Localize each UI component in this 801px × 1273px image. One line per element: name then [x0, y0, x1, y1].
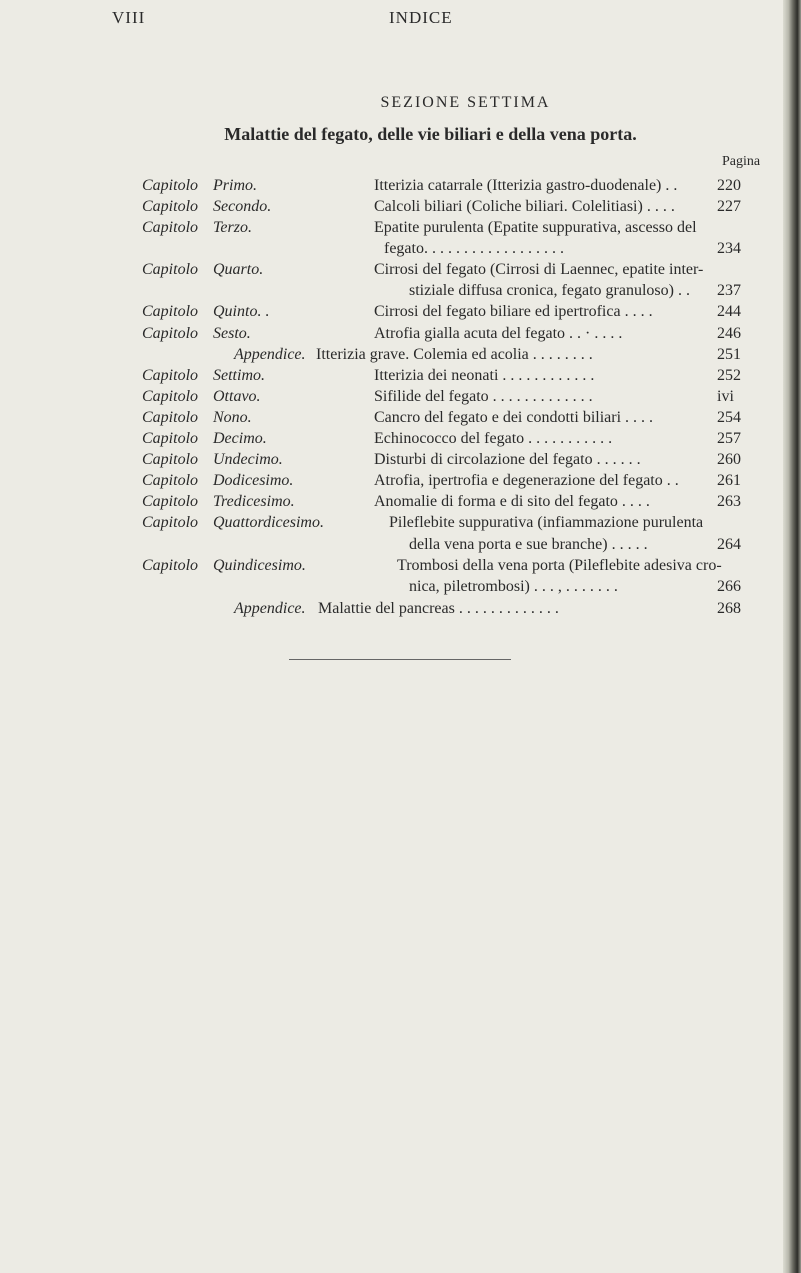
page-ref: 257	[717, 430, 741, 447]
page-ref: 260	[717, 451, 741, 468]
entry-title: Pileflebite suppurativa (infiammazione purulenta	[389, 514, 704, 531]
chapter-label: Capitolo	[142, 557, 199, 574]
running-header: INDICE	[389, 8, 453, 27]
page-ref: 227	[717, 198, 741, 215]
toc-row	[0, 513, 801, 533]
entry-title: della vena porta e sue branche) . . . . .	[409, 536, 648, 553]
page-ref: 252	[717, 367, 741, 384]
entry-title: Calcoli biliari (Coliche biliari. Colelitiasi) . . . .	[374, 198, 675, 215]
toc-row	[0, 535, 801, 555]
entry-title: Itterizia dei neonati . . . . . . . . . . . .	[374, 367, 595, 384]
chapter-label: Capitolo	[142, 472, 199, 489]
chapter-ordinal: Quattordicesimo.	[213, 514, 324, 531]
entry-title: stiziale diffusa cronica, fegato granuloso) . .	[409, 282, 690, 299]
chapter-label: Capitolo	[142, 430, 199, 447]
toc-row	[0, 260, 801, 280]
page-ref: 237	[717, 282, 741, 299]
entry-title: Atrofia gialla acuta del fegato . . · . . . .	[374, 325, 623, 342]
chapter-ordinal: Appendice.	[234, 600, 306, 617]
entry-title: Itterizia grave. Colemia ed acolia . . . . . . . .	[316, 346, 593, 363]
page-ref: 246	[717, 325, 741, 342]
page-ref: 264	[717, 536, 741, 553]
page-ref: 261	[717, 472, 741, 489]
chapter-label: Capitolo	[142, 325, 199, 342]
page-ref: 268	[717, 600, 741, 617]
section-subtitle: Malattie del fegato, delle vie biliari e della vena porta.	[224, 124, 637, 144]
entry-title: Echinococco del fegato . . . . . . . . . . .	[374, 430, 613, 447]
chapter-ordinal: Nono.	[213, 409, 252, 426]
toc-row	[0, 492, 801, 512]
toc-row	[0, 302, 801, 322]
toc-row	[0, 599, 801, 619]
toc-row	[0, 176, 801, 196]
divider	[289, 659, 511, 660]
chapter-label: Capitolo	[142, 177, 199, 194]
toc-row	[0, 218, 801, 238]
toc-row	[0, 429, 801, 449]
toc-row	[0, 450, 801, 470]
toc-row	[0, 281, 801, 301]
chapter-label: Capitolo	[142, 493, 199, 510]
entry-title: Trombosi della vena porta (Pileflebite adesiva cro-	[397, 557, 722, 574]
entry-title: fegato. . . . . . . . . . . . . . . . . .	[384, 240, 564, 257]
chapter-ordinal: Secondo.	[213, 198, 272, 215]
entry-title: Epatite purulenta (Epatite suppurativa, ascesso del	[374, 219, 697, 236]
entry-title: Atrofia, ipertrofia e degenerazione del fegato . .	[374, 472, 679, 489]
chapter-ordinal: Quinto. .	[213, 303, 270, 320]
page-ref: ivi	[717, 388, 734, 405]
chapter-ordinal: Tredicesimo.	[213, 493, 295, 510]
chapter-label: Capitolo	[142, 409, 199, 426]
chapter-ordinal: Settimo.	[213, 367, 265, 384]
chapter-label: Capitolo	[142, 198, 199, 215]
chapter-label: Capitolo	[142, 451, 199, 468]
chapter-ordinal: Decimo.	[213, 430, 267, 447]
entry-title: Cancro del fegato e dei condotti biliari . . . .	[374, 409, 654, 426]
toc-row	[0, 324, 801, 344]
toc-row	[0, 239, 801, 259]
toc-row	[0, 197, 801, 217]
page-ref: 254	[717, 409, 741, 426]
toc-row	[0, 387, 801, 407]
toc-row	[0, 345, 801, 365]
chapter-label: Capitolo	[142, 388, 199, 405]
toc-row	[0, 556, 801, 576]
entry-title: Itterizia catarrale (Itterizia gastro-duodenale) . .	[374, 177, 678, 194]
page-ref: 220	[717, 177, 741, 194]
section-title: SEZIONE SETTIMA	[380, 94, 551, 111]
toc-row	[0, 366, 801, 386]
chapter-label: Capitolo	[142, 367, 199, 384]
chapter-ordinal: Sesto.	[213, 325, 251, 342]
chapter-label: Capitolo	[142, 303, 199, 320]
chapter-ordinal: Terzo.	[213, 219, 252, 236]
toc-row	[0, 471, 801, 491]
page-ref: 266	[717, 578, 741, 595]
toc-row	[0, 408, 801, 428]
chapter-ordinal: Ottavo.	[213, 388, 261, 405]
entry-title: Cirrosi del fegato biliare ed ipertrofica . . . .	[374, 303, 653, 320]
page-ref: 251	[717, 346, 741, 363]
chapter-ordinal: Quindicesimo.	[213, 557, 306, 574]
chapter-ordinal: Appendice.	[234, 346, 306, 363]
page-ref: 263	[717, 493, 741, 510]
entry-title: Disturbi di circolazione del fegato . . . . . .	[374, 451, 641, 468]
entry-title: Cirrosi del fegato (Cirrosi di Laennec, epatite inter-	[374, 261, 704, 278]
chapter-ordinal: Dodicesimo.	[213, 472, 294, 489]
page-ref: 244	[717, 303, 741, 320]
entry-title: Malattie del pancreas . . . . . . . . . . . . .	[318, 600, 559, 617]
chapter-label: Capitolo	[142, 261, 199, 278]
chapter-ordinal: Undecimo.	[213, 451, 283, 468]
entry-title: Anomalie di forma e di sito del fegato . . . .	[374, 493, 650, 510]
chapter-ordinal: Primo.	[213, 177, 257, 194]
page-ref: 234	[717, 240, 741, 257]
chapter-ordinal: Quarto.	[213, 261, 264, 278]
toc-row	[0, 577, 801, 597]
page-column-label: Pagina	[722, 154, 761, 169]
entry-title: Sifilide del fegato . . . . . . . . . . . . .	[374, 388, 593, 405]
chapter-label: Capitolo	[142, 514, 199, 531]
page-number: VIII	[112, 8, 146, 27]
entry-title: nica, piletrombosi) . . . , . . . . . . .	[409, 578, 618, 595]
chapter-label: Capitolo	[142, 219, 199, 236]
